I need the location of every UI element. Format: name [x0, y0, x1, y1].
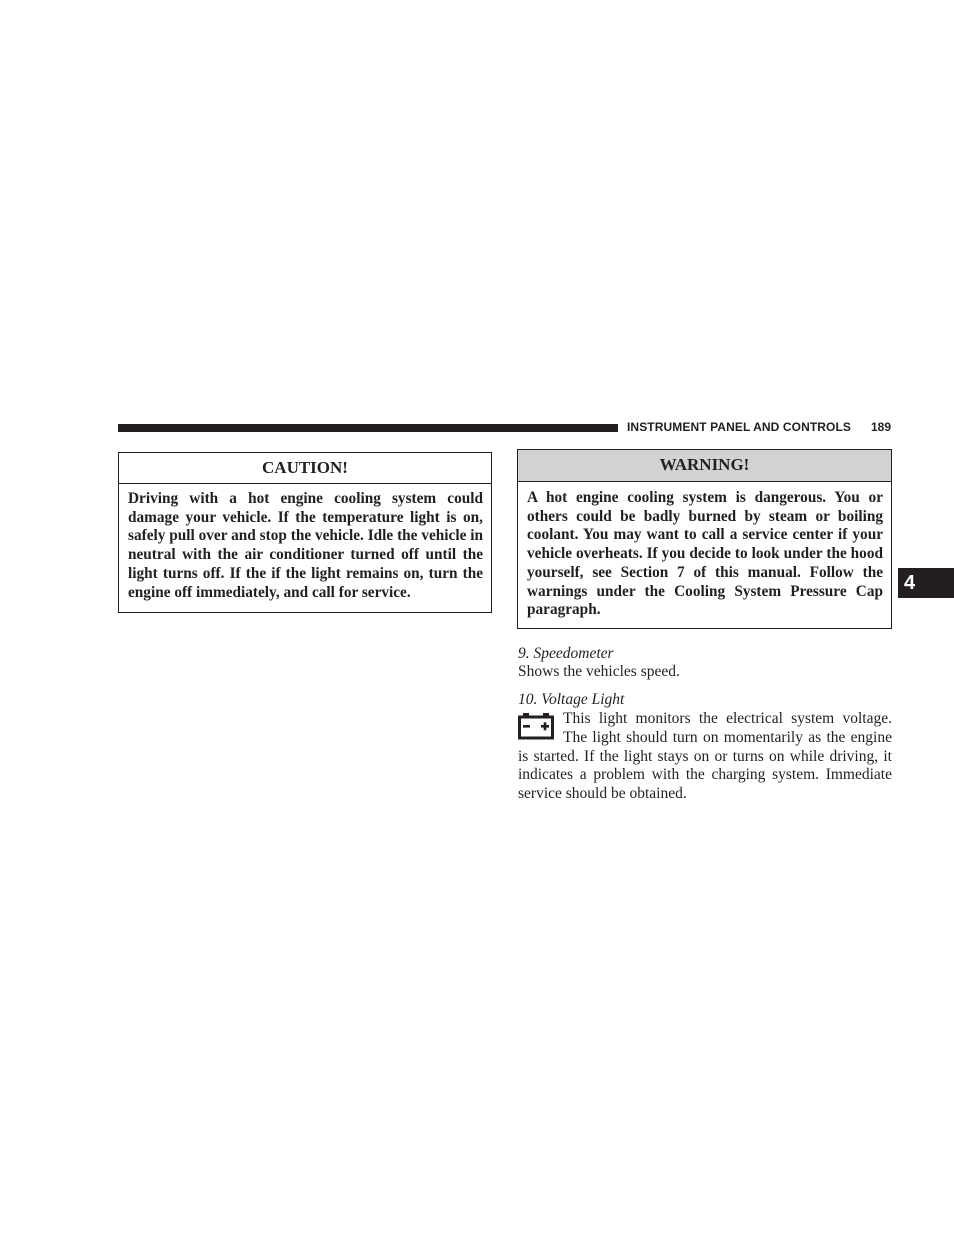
voltage-light-text: This light monitors the electrical system voltage. The light should turn on momentarily as the engine is started. If the light stays on or turns on while driving, it indicates a problem with the charging system. Immediate service should be obtained.: [518, 710, 892, 803]
voltage-light-paragraph: [518, 710, 892, 804]
warning-box: [517, 449, 892, 629]
voltage-light-title: 10. Voltage Light: [518, 691, 625, 708]
caution-heading: CAUTION!: [119, 453, 491, 484]
warning-body: A hot engine cooling system is dangerous. You or others could be badly burned by steam or boiling coolant. You may want to call a service center if your vehicle overheats. If you decide to look under the hood yourself, see Section 7 of this manual. Follow the warnings under the Cooling System Pressure Cap paragraph.: [527, 489, 883, 619]
warning-heading: WARNING!: [518, 450, 891, 482]
page-number: 189: [871, 420, 892, 434]
battery-icon: [518, 712, 554, 740]
header-rule: [118, 424, 618, 432]
section-tab: 4: [898, 568, 954, 598]
running-header-title: INSTRUMENT PANEL AND CONTROLS: [627, 420, 852, 434]
caution-body: Driving with a hot engine cooling system could damage your vehicle. If the temperature light is on, safely pull over and stop the vehicle. Idle the vehicle in neutral with the air conditioner turned off until the light turns off. If the if the light remains on, turn the engine off immediately, and call for service.: [128, 490, 483, 601]
speedometer-text: Shows the vehicles speed.: [518, 663, 680, 680]
speedometer-title: 9. Speedometer: [518, 645, 614, 662]
caution-box: [118, 452, 492, 613]
